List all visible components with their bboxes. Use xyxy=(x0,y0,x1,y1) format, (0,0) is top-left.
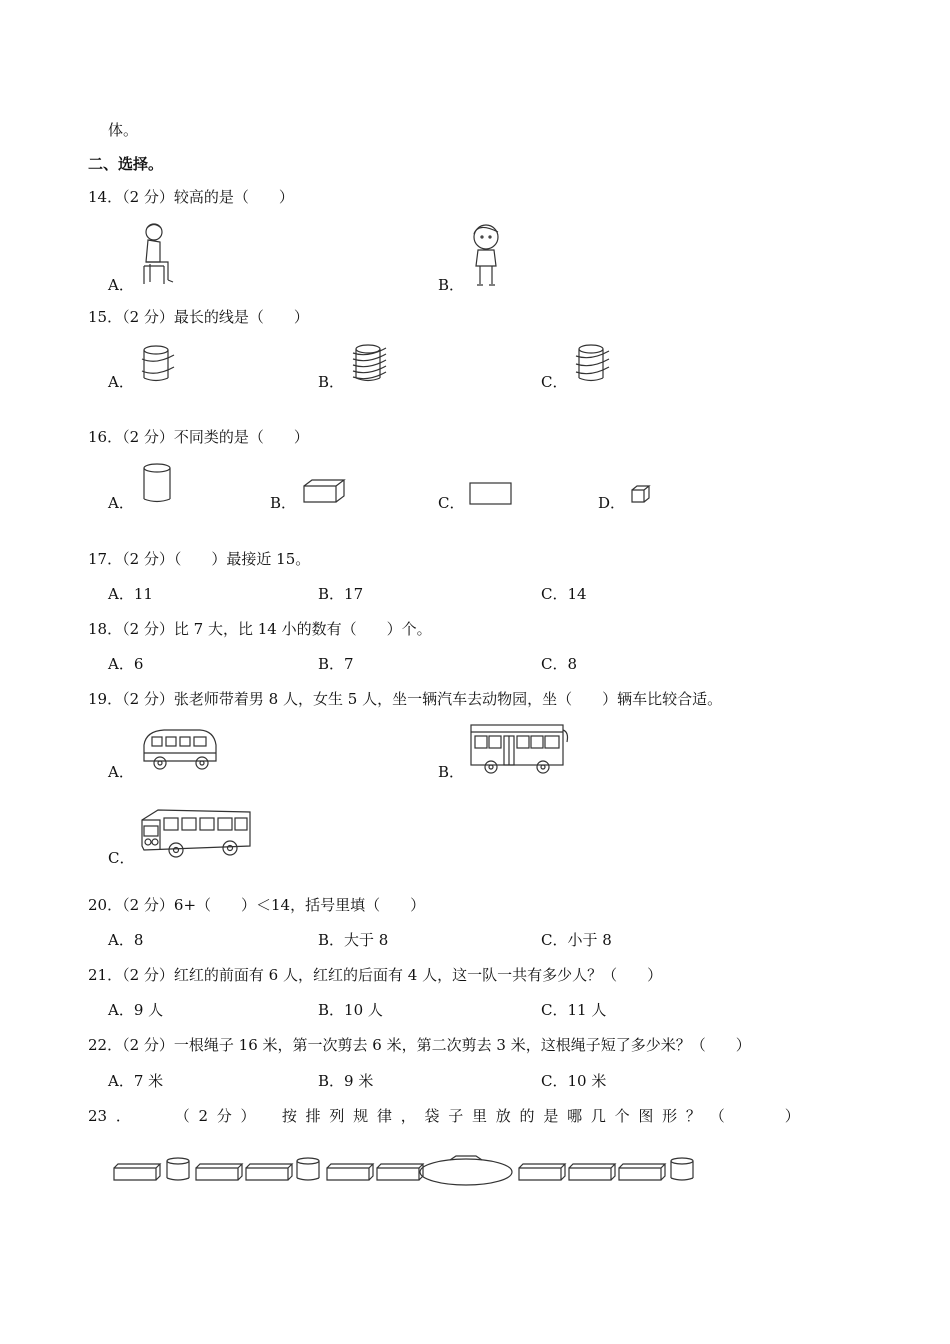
standing-boy-icon xyxy=(468,222,504,288)
q19-option-c[interactable]: C． xyxy=(108,849,135,867)
q21-option-b[interactable]: B．10 人 xyxy=(318,1001,383,1019)
q18-option-b[interactable]: B．7 xyxy=(318,655,354,673)
q16-option-b[interactable]: B． xyxy=(270,494,297,512)
continued-text: 体。 xyxy=(108,121,139,139)
wound-cylinder-b-icon xyxy=(350,344,390,386)
q20-option-c[interactable]: C．小于 8 xyxy=(541,931,612,949)
bag-shape xyxy=(420,1156,512,1185)
cuboid-shape-6 xyxy=(519,1164,565,1180)
q19-option-b[interactable]: B． xyxy=(438,763,465,781)
section-title: 二、选择。 xyxy=(88,155,164,173)
question-18: 18．（2 分）比 7 大，比 14 小的数有（ ）个。 xyxy=(88,620,432,638)
large-bus-icon xyxy=(138,806,254,860)
cube-icon xyxy=(630,484,652,504)
q20-option-a[interactable]: A．8 xyxy=(108,931,144,949)
q14-option-b[interactable]: B． xyxy=(438,276,465,294)
question-15: 15．（2 分）最长的线是（ ） xyxy=(88,308,309,326)
q16-option-c[interactable]: C． xyxy=(438,494,465,512)
question-14: 14．（2 分）较高的是（ ） xyxy=(88,188,294,206)
q17-option-a[interactable]: A．11 xyxy=(108,585,153,603)
cuboid-shape-1 xyxy=(114,1164,160,1180)
wound-cylinder-c-icon xyxy=(573,344,613,386)
q22-option-b[interactable]: B．9 米 xyxy=(318,1072,374,1090)
question-21: 21．（2 分）红红的前面有 6 人，红红的后面有 4 人，这一队一共有多少人？（ ） xyxy=(88,966,663,984)
q17-option-c[interactable]: C．14 xyxy=(541,585,587,603)
cuboid-shape-8 xyxy=(619,1164,665,1180)
cylinder-shape-2 xyxy=(297,1158,319,1180)
cylinder-shape-1 xyxy=(167,1158,189,1180)
q16-option-d[interactable]: D． xyxy=(598,494,626,512)
q18-option-a[interactable]: A．6 xyxy=(108,655,144,673)
seated-boy-icon xyxy=(138,220,178,288)
q15-option-a[interactable]: A． xyxy=(108,373,134,391)
cuboid-shape-5 xyxy=(377,1164,423,1180)
q22-option-a[interactable]: A．7 米 xyxy=(108,1072,164,1090)
cylinder-icon xyxy=(142,463,174,505)
cuboid-shape-2 xyxy=(196,1164,242,1180)
q17-option-b[interactable]: B．17 xyxy=(318,585,364,603)
q18-option-c[interactable]: C．8 xyxy=(541,655,578,673)
question-23: 23 ． （ 2 分 ） 按 排 列 规 律 ， 袋 子 里 放 的 是 哪 几 个 图 形 ？ （ ） xyxy=(88,1107,800,1125)
question-17: 17．（2 分）（ ）最接近 15。 xyxy=(88,550,311,568)
q16-option-a[interactable]: A． xyxy=(108,494,134,512)
q14-option-a[interactable]: A． xyxy=(108,276,134,294)
cuboid-shape-3 xyxy=(246,1164,292,1180)
cuboid-icon xyxy=(302,478,346,504)
rectangle-icon xyxy=(469,482,513,506)
question-20: 20．（2 分）6+（ ）＜14，括号里填（ ） xyxy=(88,896,426,914)
minibus-icon xyxy=(140,727,220,773)
q21-option-a[interactable]: A．9 人 xyxy=(108,1001,164,1019)
q20-option-b[interactable]: B．大于 8 xyxy=(318,931,389,949)
question-22: 22．（2 分）一根绳子 16 米，第一次剪去 6 米，第二次剪去 3 米，这根绳子短了多少米？（ ） xyxy=(88,1036,751,1054)
cuboid-shape-7 xyxy=(569,1164,615,1180)
q21-option-c[interactable]: C．11 人 xyxy=(541,1001,607,1019)
cuboid-shape-4 xyxy=(327,1164,373,1180)
question-16: 16．（2 分）不同类的是（ ） xyxy=(88,428,309,446)
question-19: 19．（2 分）张老师带着男 8 人，女生 5 人，坐一辆汽车去动物园，坐（ ）辆车比较合适。 xyxy=(88,690,723,708)
q22-option-c[interactable]: C．10 米 xyxy=(541,1072,607,1090)
shape-pattern-row xyxy=(110,1152,710,1186)
q19-option-a[interactable]: A． xyxy=(108,763,134,781)
city-bus-icon xyxy=(469,722,571,774)
q15-option-c[interactable]: C． xyxy=(541,373,568,391)
q15-option-b[interactable]: B． xyxy=(318,373,345,391)
wound-cylinder-a-icon xyxy=(140,345,178,385)
cylinder-shape-3 xyxy=(671,1158,693,1180)
